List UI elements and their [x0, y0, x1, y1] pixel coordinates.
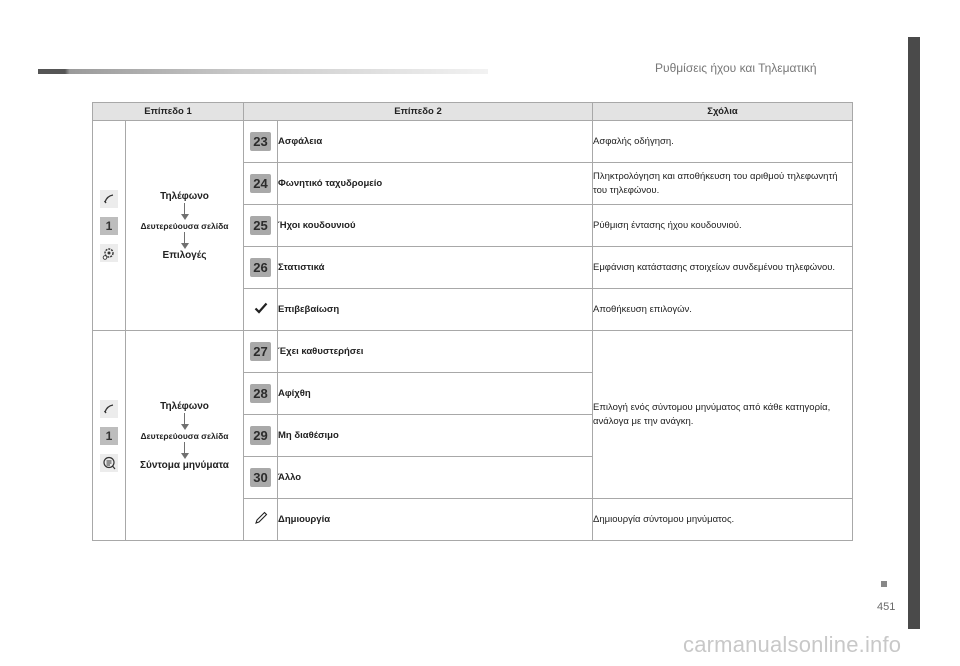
side-tab-bar: [908, 37, 920, 629]
item-label: Στατιστικά: [278, 247, 593, 289]
path-step-options: Επιλογές: [162, 249, 207, 261]
item-label: Φωνητικό ταχυδρομείο: [278, 163, 593, 205]
header-level1: Επίπεδο 1: [93, 103, 244, 121]
item-badge: 28: [250, 384, 271, 403]
item-label: Δημιουργία: [278, 499, 593, 541]
settings-table: [92, 102, 853, 541]
item-badge: 26: [250, 258, 271, 277]
header-level2: Επίπεδο 2: [244, 103, 593, 121]
item-label: Άλλο: [278, 457, 593, 499]
item-comment: Αποθήκευση επιλογών.: [593, 289, 853, 331]
item-badge: 25: [250, 216, 271, 235]
item-comment: Πληκτρολόγηση και αποθήκευση του αριθμού τηλεφωνητή του τηλεφώνου.: [593, 163, 853, 205]
path-step-short-messages: Σύντομα μηνύματα: [140, 459, 229, 471]
table-header-row: [93, 103, 853, 121]
page-header-title: Ρυθμίσεις ήχου και Τηλεματική: [655, 61, 817, 75]
item-label: Μη διαθέσιμο: [278, 415, 593, 457]
level1-icons: [93, 331, 126, 541]
check-icon: [254, 302, 268, 314]
item-label: Έχει καθυστερήσει: [278, 331, 593, 373]
settings-gear-icon: [100, 244, 118, 262]
item-badge: 24: [250, 174, 271, 193]
shared-comment: Επιλογή ενός σύντομου μηνύματος από κάθε κατηγορία, ανάλογα με την ανάγκη.: [593, 331, 853, 499]
item-comment: Εμφάνιση κατάστασης στοιχείων συνδεμένου τηλεφώνου.: [593, 247, 853, 289]
level1-path: [126, 331, 244, 541]
path-step-subpage: Δευτερεύουσα σελίδα: [140, 430, 229, 441]
level1-icons: [93, 121, 126, 331]
header-rule: [38, 69, 488, 74]
level1-path: [126, 121, 244, 331]
phone-icon: [100, 190, 118, 208]
arrow-down-icon: [181, 413, 189, 430]
level1-badge: 1: [100, 217, 118, 235]
table-row: [93, 121, 853, 163]
page-marker: [881, 581, 887, 587]
header-comments: Σχόλια: [593, 103, 853, 121]
item-badge: 27: [250, 342, 271, 361]
item-label: Ήχοι κουδουνιού: [278, 205, 593, 247]
item-badge: 23: [250, 132, 271, 151]
item-label: Ασφάλεια: [278, 121, 593, 163]
page-number: 451: [877, 601, 896, 613]
phone-icon: [100, 400, 118, 418]
watermark: carmanualsonline.info: [683, 632, 902, 657]
item-badge: 29: [250, 426, 271, 445]
item-comment: Δημιουργία σύντομου μηνύματος.: [593, 499, 853, 541]
arrow-down-icon: [181, 203, 189, 220]
pencil-icon: [254, 511, 268, 525]
item-comment: Ασφαλής οδήγηση.: [593, 121, 853, 163]
item-label: Επιβεβαίωση: [278, 289, 593, 331]
arrow-down-icon: [181, 442, 189, 459]
item-badge: 30: [250, 468, 271, 487]
message-bubble-icon: [100, 454, 118, 472]
arrow-down-icon: [181, 232, 189, 249]
item-label: Αφίχθη: [278, 373, 593, 415]
table-row: [93, 331, 853, 373]
item-comment: Ρύθμιση έντασης ήχου κουδουνιού.: [593, 205, 853, 247]
path-step-phone: Τηλέφωνο: [160, 190, 209, 202]
level1-badge: 1: [100, 427, 118, 445]
path-step-subpage: Δευτερεύουσα σελίδα: [140, 220, 229, 231]
path-step-phone: Τηλέφωνο: [160, 400, 209, 412]
